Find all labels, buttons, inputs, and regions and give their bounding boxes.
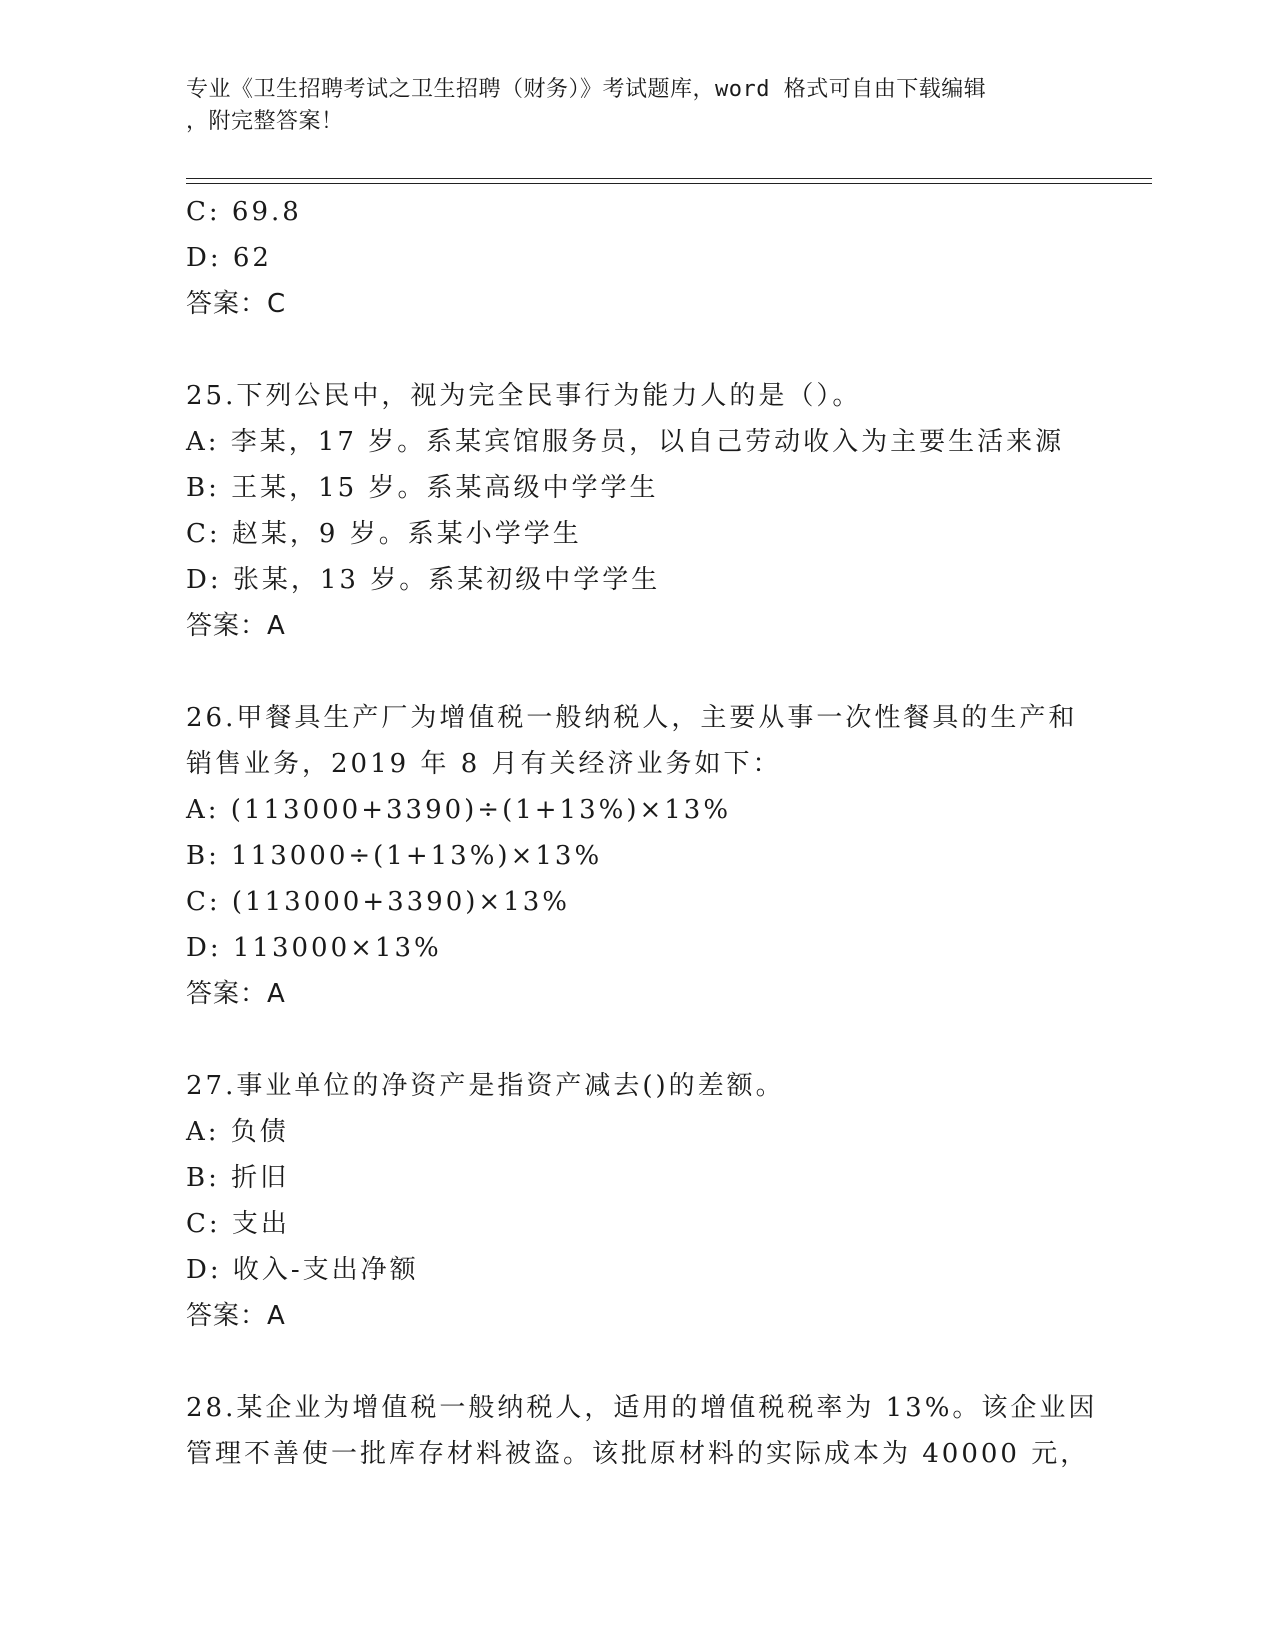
option-b: B: 113000÷(1+13%)×13%: [186, 841, 603, 871]
question-list: [186, 189, 1098, 1477]
answer: 答案：C: [186, 289, 287, 319]
question-stem: 25.下列公民中，视为完全民事行为能力人的是（）。: [186, 381, 862, 411]
option-c: C: (113000+3390)×13%: [186, 887, 570, 917]
option-b: B: 折旧: [186, 1163, 290, 1193]
spacer: [186, 1017, 1086, 1063]
question-28: [186, 1385, 1098, 1477]
option-a: A: 李某，17 岁。系某宾馆服务员，以自己劳动收入为主要生活来源: [186, 427, 1065, 457]
header-rule-bottom: [186, 183, 1152, 184]
option-a: A: 负债: [186, 1117, 289, 1147]
document-header: [186, 74, 1066, 138]
question-stem: 27.事业单位的净资产是指资产减去()的差额。: [186, 1071, 785, 1101]
question-stem-continued: 管理不善使一批库存材料被盗。该批原材料的实际成本为 40000 元，: [186, 1439, 1090, 1469]
question-stem: 26.甲餐具生产厂为增值税一般纳税人，主要从事一次性餐具的生产和: [186, 703, 1078, 733]
header-line-2: ，附完整答案！: [186, 109, 344, 134]
header-rule-top: [186, 178, 1152, 179]
option-a: A: (113000+3390)÷(1+13%)×13%: [186, 795, 732, 825]
option-c: C: 赵某，9 岁。系某小学学生: [186, 519, 582, 549]
question-26: [186, 695, 1086, 1017]
answer: 答案：A: [186, 979, 286, 1009]
spacer: [186, 1339, 1086, 1385]
question-24-tail: [186, 189, 1086, 327]
answer: 答案：A: [186, 1301, 286, 1331]
spacer: [186, 327, 1086, 373]
spacer: [186, 649, 1086, 695]
option-d: D: 收入-支出净额: [186, 1255, 419, 1285]
question-27: [186, 1063, 1086, 1339]
option-d: D: 62: [186, 243, 272, 273]
option-c: C: 69.8: [186, 197, 302, 227]
question-stem: 28.某企业为增值税一般纳税人，适用的增值税税率为 13%。该企业因: [186, 1393, 1098, 1423]
option-d: D: 张某，13 岁。系某初级中学学生: [186, 565, 661, 595]
question-25: [186, 373, 1086, 649]
option-b: B: 王某，15 岁。系某高级中学学生: [186, 473, 659, 503]
option-d: D: 113000×13%: [186, 933, 442, 963]
question-stem-continued: 销售业务，2019 年 8 月有关经济业务如下：: [186, 749, 782, 779]
header-line-1: 专业《卫生招聘考试之卫生招聘（财务）》考试题库，word 格式可自由下载编辑: [186, 77, 987, 102]
answer: 答案：A: [186, 611, 286, 641]
option-c: C: 支出: [186, 1209, 290, 1239]
